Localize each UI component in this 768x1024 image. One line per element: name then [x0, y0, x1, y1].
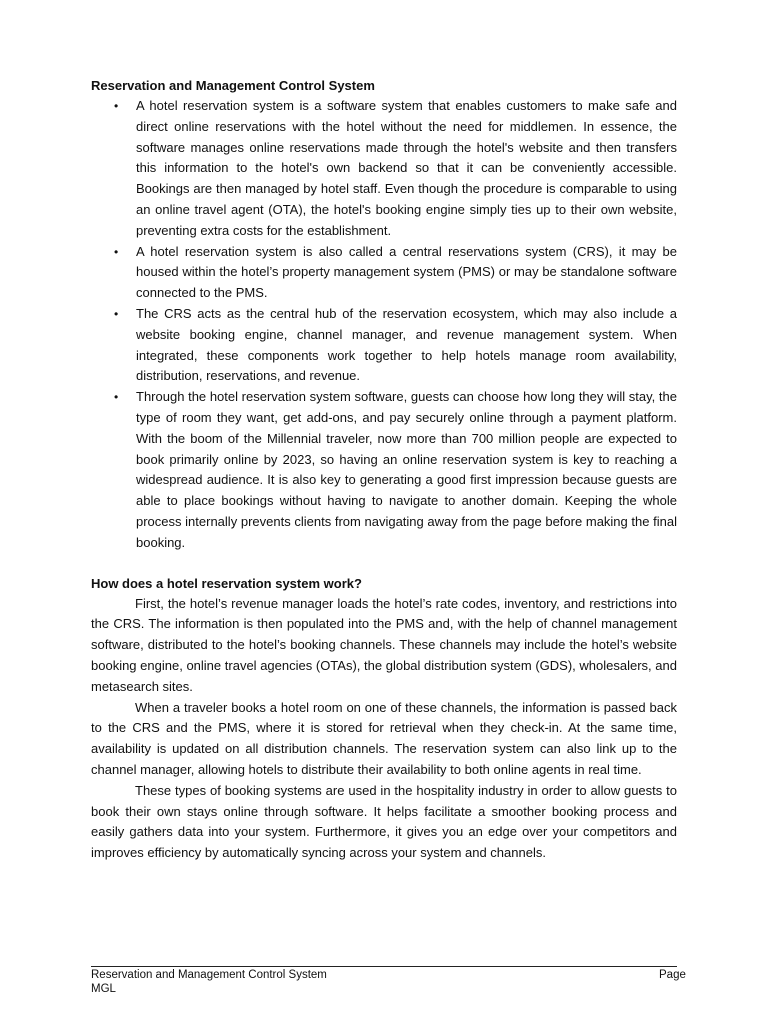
section-heading-how-it-works: How does a hotel reservation system work? — [91, 575, 362, 591]
paragraph: First, the hotel’s revenue manager loads the hotel’s rate codes, inventory, and restrictions into the CRS. The information is then populated into the PMS and, with the help of channel management software, distributed to the hotel’s booking channels. These channels may include the hotel’s website booking engine, online travel agencies (OTAs), the global distribution system (GDS), wholesalers, and metasearch sites. — [91, 595, 677, 694]
document-body — [91, 76, 677, 864]
paragraph: When a traveler books a hotel room on one of these channels, the information is passed back to the CRS and the PMS, where it is stored for retrieval when they check-in. At the same time, availability is updated on all distribution channels. The reservation system can also link up to the channel manager, allowing hotels to distribute their availability to both online agents in real time. — [91, 699, 677, 777]
footer-subtitle: MGL — [91, 983, 116, 995]
section-how-it-works — [91, 574, 677, 864]
footer-divider — [91, 966, 677, 967]
bullet-dot: • — [114, 306, 119, 321]
bullet-item — [91, 304, 677, 387]
bullet-item — [91, 242, 677, 304]
footer-page-label: Page — [659, 969, 686, 981]
bullet-dot: • — [114, 244, 119, 259]
bullet-list — [91, 96, 677, 554]
bullet-text: The CRS acts as the central hub of the reservation ecosystem, which may also include a website booking engine, channel manager, and revenue management system. When integrated, these components work together to help hotels manage room availability, distribution, reservations, and revenue. — [136, 305, 677, 384]
bullet-text: A hotel reservation system is also called a central reservations system (CRS), it may be housed within the hotel’s property management system (PMS) or may be standalone software connected to the PMS. — [136, 243, 677, 301]
bullet-item — [91, 387, 677, 553]
bullet-dot: • — [114, 99, 119, 113]
bullet-dot: • — [114, 390, 119, 405]
footer-title: Reservation and Management Control System — [91, 969, 327, 981]
bullet-text: A hotel reservation system is a software system that enables customers to make safe and direct online reservations with the hotel without the need for middlemen. In essence, the software manages online reservations made through the hotel's website and then transfers this information to the hotel's own backend so that it can be conveniently accessible. Bookings are then managed by hotel staff. Even though the procedure is comparable to using an online travel agent (OTA), the hotel's booking engine simply ties up to their own website, preventing extra costs for the establishment. — [136, 98, 677, 238]
paragraph: These types of booking systems are used in the hospitality industry in order to allow guests to book their own stays online through software. It helps facilitate a smoother booking process and easily gathers data into your system. Furthermore, it gives you an edge over your competitors and improves efficiency by automatically syncing across your system and channels. — [91, 782, 677, 861]
footer-left — [91, 968, 327, 996]
section-heading-reservation-system: Reservation and Management Control System — [91, 78, 375, 93]
bullet-text: Through the hotel reservation system software, guests can choose how long they will stay, the type of room they want, get add-ons, and pay securely online through a payment platform. With the boom of the Millennial traveler, now more than 700 million people are expected to book primarily online by 2023, so having an online reservation system is key to reaching a widespread audience. It is also key to generating a good first impression because guests are able to place bookings without having to navigate to another domain. Keeping the whole process internally prevents clients from navigating away from the page before making the final booking. — [136, 389, 677, 550]
bullet-item — [91, 96, 677, 242]
